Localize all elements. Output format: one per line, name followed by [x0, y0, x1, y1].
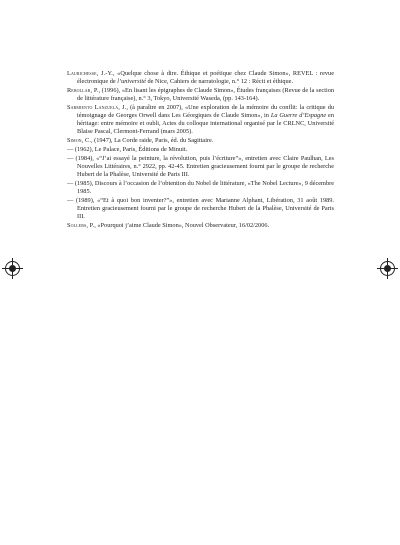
bibliography-entry: [67, 180, 334, 196]
entry-italic-text: La Guerre d’Espagne: [270, 111, 327, 119]
entry-text: — (1989), «“Et à quoi bon inventer?”», entretien avec Marianne Alphant, Libération, 31 août 1989. Entretien gracieusement fourni par le groupe de recherche Hubert de la Phalèse, Université de Paris III.: [67, 196, 334, 220]
registration-mark-left-icon: [5, 261, 20, 276]
bibliography-entry: [67, 87, 334, 103]
entry-text: , (1947), La Corde raide, Paris, éd. du Sagittaire.: [91, 137, 214, 145]
entry-text: , «Quelque chose à dire. Éthique et poétique chez Claude Simon», REVEL : revue électronique de: [77, 70, 334, 86]
entry-text: — (1985), Discours à l’occasion de l’obtention du Nobel de littérature, «The Nobel Lecture», 9 décembre 1985.: [67, 179, 334, 195]
entry-text: , «Pourquoi j’aime Claude Simon», Nouvel Observateur, 16/02/2006.: [94, 221, 270, 229]
entry-text: — (1984), «“J’ai essayé la peinture, la révolution, puis l’écriture”», entretien avec Claire Paulhan, Les Nouvelles Littéraires, n.° 2922, pp. 42-45. Entretien gracieusement fourni par le groupe de recherche Hubert de la Phalèse, Université de Paris III.: [67, 154, 334, 178]
entry-author: Sarmiento Lanzuela, J.: [67, 103, 127, 111]
entry-author: Laurichesse, J.-Y.: [67, 70, 113, 77]
bibliography-entry: [67, 197, 334, 221]
entry-text: en héritage: entre mémoire et oubli, Actes du colloque international organisé par le CRLNC, Université Blaise Pascal, Clermont-Ferrand (mars 2005).: [77, 111, 334, 136]
registration-mark-right-icon: [380, 261, 395, 276]
bibliography-entry: [67, 146, 334, 154]
bibliography-entry: [67, 70, 334, 86]
entry-text: de Nice, Cahiers de narratologie, n.° 12 : Récit et éthique.: [145, 78, 294, 86]
entry-author: Sollers, P.: [67, 221, 95, 229]
entry-text: , (1996), «En lisant les épigraphes de Claude Simon», Études françaises (Revue de la section de littérature française), n.° 3, Tokyo, Université Waseda, (pp. 143-164).: [77, 86, 335, 103]
bibliography-entry: [67, 104, 334, 137]
entry-italic-text: l’université: [117, 78, 146, 86]
entry-author: Simon, C.: [67, 137, 91, 145]
bibliography-entry: [67, 222, 334, 230]
bibliography-list: [67, 70, 334, 230]
entry-author: Rebollar, P.: [67, 86, 99, 94]
bibliography-entry: [67, 137, 334, 145]
entry-text: — (1962), Le Palace, Paris, Éditions de Minuit.: [67, 145, 188, 153]
bibliography-entry: [67, 155, 334, 179]
entry-text: , (à paraître en 2007), «Une exploration de la mémoire du conflit: la critique du témoignage de Georges Orwell dans Les Géorgiques de Claude Simon», in: [77, 103, 334, 119]
